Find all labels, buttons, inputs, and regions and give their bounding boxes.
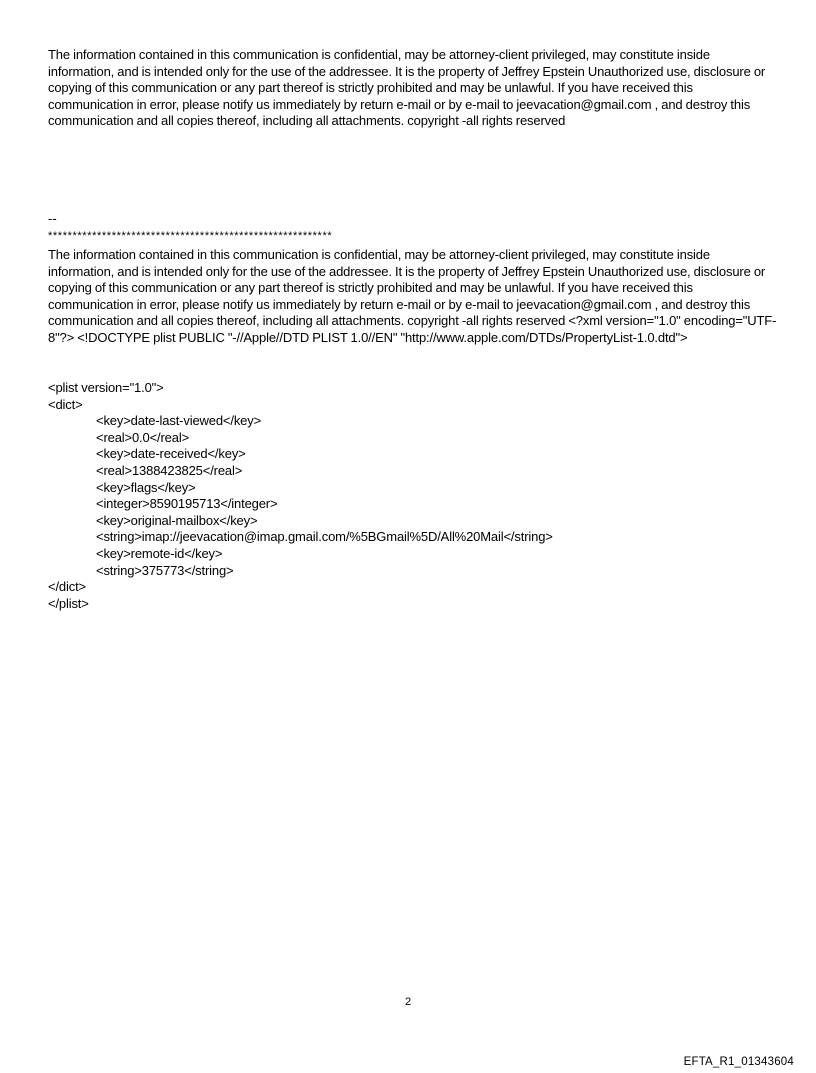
page-number: 2 — [404, 996, 412, 1008]
plist-entry: <string>375773</string> — [96, 562, 234, 578]
plist-entry: <integer>8590195713</integer> — [96, 496, 278, 512]
confidentiality-disclaimer-2: The information contained in this communication is confidential, may be attorney-client privileged, may constitute inside information, and is intended only for the use of the addressee. It is the property of Jeffrey Epstein Unauthorized use, disclosure or copying of this communication or any part thereof is strictly prohibited and may be unlawful. If you have received this communication in error, please notify us immediately by return e-mail or by e-mail to jeevacation@gmail.com , and destroy this communication and all copies thereof, including all attachments. copyright -all rights reserved <?xml version="1.0" encoding="UTF-8"?> <!DOCTYPE plist PUBLIC "-//Apple//DTD PLIST 1.0//EN" "http://www.apple.com/DTDs/PropertyList-1.0.dtd"> — [48, 247, 777, 345]
plist-close-tag: </plist> — [48, 595, 89, 611]
plist-entry: <string>imap://jeevacation@imap.gmail.com/%5BGmail%5D/All%20Mail</string> — [96, 529, 553, 545]
plist-entry: <real>0.0</real> — [96, 429, 190, 445]
confidentiality-disclaimer-1: The information contained in this communication is confidential, may be attorney-client privileged, may constitute inside information, and is intended only for the use of the addressee. It is the property of Jeffrey Epstein Unauthorized use, disclosure or copying of this communication or any part thereof is strictly prohibited and may be unlawful. If you have received this communication in error, please notify us immediately by return e-mail or by e-mail to jeevacation@gmail.com , and destroy this communication and all copies thereof, including all attachments. copyright -all rights reserved — [48, 47, 766, 129]
dict-open-tag: <dict> — [48, 396, 83, 412]
dict-close-tag: </dict> — [48, 579, 86, 595]
plist-entry: <key>flags</key> — [96, 479, 196, 495]
asterisk-separator: ********************************************************** — [48, 230, 333, 242]
plist-open-tag: <plist version="1.0"> — [48, 380, 164, 395]
plist-entry: <key>date-last-viewed</key> — [96, 413, 262, 429]
signature-separator: -- — [48, 211, 57, 226]
plist-entry: <real>1388423825</real> — [96, 462, 243, 478]
plist-entry: <key>remote-id</key> — [96, 545, 223, 561]
plist-entry: <key>date-received</key> — [96, 446, 246, 462]
plist-block — [48, 380, 553, 612]
document-id-stamp: EFTA_R1_01343604 — [683, 1056, 794, 1068]
plist-entry: <key>original-mailbox</key> — [96, 512, 258, 528]
